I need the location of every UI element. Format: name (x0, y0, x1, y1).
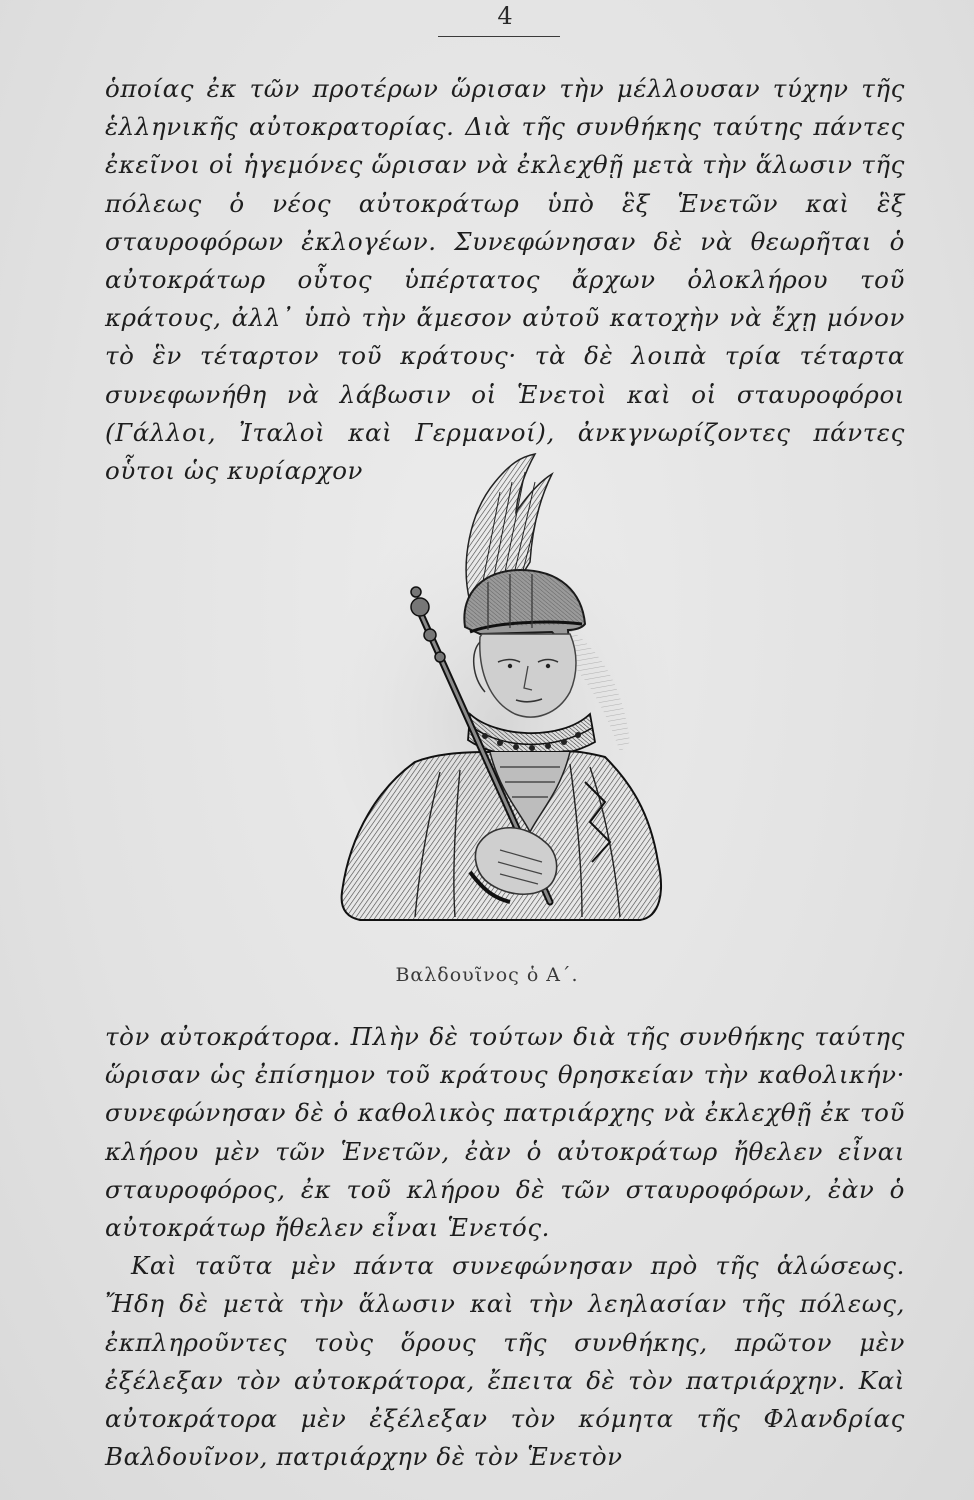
portrait-engraving (320, 452, 670, 922)
text-block-top (105, 70, 905, 490)
paragraph: τὸν αὐτοκράτορα. Πλὴν δὲ τούτων διὰ τῆς συνθήκης ταύτης ὥρισαν ὡς ἐπίσημον τοῦ κράτους θρησκείαν τὴν καθολικήν· συνεφώνησαν δὲ ὁ καθολικὸς πατριάρχης νὰ ἐκλεχθῇ ἐκ τοῦ κλήρου μὲν τῶν Ἑνετῶν, ἐὰν ὁ αὐτοκράτωρ ἤθελεν εἶναι σταυροφόρος, ἐκ τοῦ κλήρου δὲ τῶν σταυροφόρων, ἐὰν ὁ αὐτοκράτωρ ἤθελεν εἶναι Ἑνετός. (105, 1022, 905, 1243)
header-rule (438, 36, 560, 37)
figure-caption: Βαλδουῖνος ὁ Α΄. (395, 964, 579, 986)
text-block-bottom (105, 1018, 905, 1476)
page-number: 4 (497, 2, 513, 30)
paragraph: ὁποίας ἐκ τῶν προτέρων ὥρισαν τὴν μέλλουσαν τύχην τῆς ἑλληνικῆς αὐτοκρατορίας. Διὰ τῆς συνθήκης ταύτης πάντες ἐκεῖνοι οἱ ἡγεμόνες ὥρισαν νὰ ἐκλεχθῇ μετὰ τὴν ἅλωσιν τῆς πόλεως ὁ νέος αὐτοκράτωρ ὑπὸ ἓξ Ἑνετῶν καὶ ἓξ σταυροφόρων ἐκλογέων. Συνεφώνησαν δὲ νὰ θεωρῆται ὁ αὐτοκράτωρ οὗτος ὑπέρτατος ἄρχων ὁλοκλήρου τοῦ κράτους, ἀλλ᾽ ὑπὸ τὴν ἄμεσον αὐτοῦ κατοχὴν νὰ ἔχῃ μόνον τὸ ἓν τέταρτον τοῦ κράτους· τὰ δὲ λοιπὰ τρία τέταρτα συνεφωνήθη νὰ λάβωσιν οἱ Ἑνετοὶ καὶ οἱ σταυροφόροι (Γάλλοι, Ἰταλοὶ καὶ Γερμανοί), ἀνκγνωρίζοντες πάντες οὗτοι ὡς κυρίαρχον (105, 74, 905, 486)
paragraph: Καὶ ταῦτα μὲν πάντα συνεφώνησαν πρὸ τῆς ἁλώσεως. Ἤδη δὲ μετὰ τὴν ἅλωσιν καὶ τὴν λεηλασίαν τῆς πόλεως, ἐκπληροῦντες τοὺς ὅρους τῆς συνθήκης, πρῶτον μὲν ἐξέλεξαν τὸν αὐτοκράτορα, ἔπειτα δὲ τὸν πατριάρχην. Καὶ αὐτοκράτορα μὲν ἐξέλεξαν τὸν κόμητα τῆς Φλανδρίας Βαλδουῖνον, πατριάρχην δὲ τὸν Ἑνετὸν (105, 1251, 905, 1472)
portrait-illustration (320, 452, 670, 922)
